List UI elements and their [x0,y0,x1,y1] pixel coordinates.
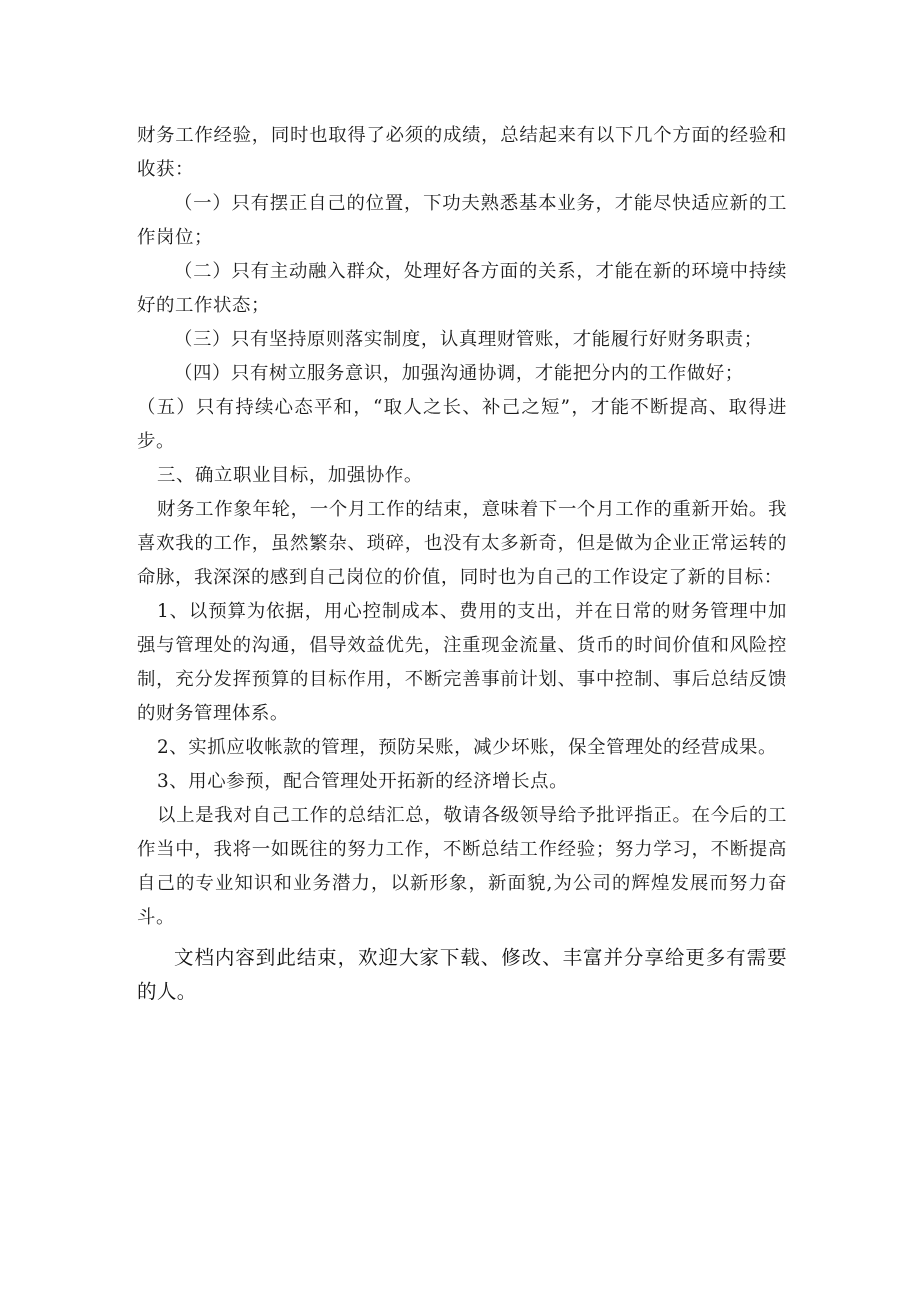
paragraph-lesson-3: （三）只有坚持原则落实制度，认真理财管账，才能履行好财务职责； [174,329,763,350]
paragraph-conclusion: 以上是我对自己工作的总结汇总，敬请各级领导给予批评指正。在今后的工作当中，我将一如既往的努力工作，不断总结工作经验；努力学习，不断提高自己的专业知识和业务潜力，以新形象，新面貌,为公司的辉煌发展而努力奋斗。 [137,805,787,928]
paragraph-goals-intro: 财务工作象年轮，一个月工作的结束，意味着下一个月工作的重新开始。我喜欢我的工作，虽然繁杂、琐碎，也没有太多新奇，但是做为企业正常运转的命脉，我深深的感到自己岗位的价值，同时也为自己的工作设定了新的目标： [137,499,787,588]
paragraph-lesson-1: （一）只有摆正自己的位置，下功夫熟悉基本业务，才能尽快适应新的工作岗位； [137,193,787,248]
paragraph-intro-continued: 财务工作经验，同时也取得了必须的成绩，总结起来有以下几个方面的经验和收获： [137,125,787,180]
paragraph-lesson-2: （二）只有主动融入群众，处理好各方面的关系，才能在新的环境中持续好的工作状态； [137,261,787,316]
paragraph-lesson-4: （四）只有树立服务意识，加强沟通协调，才能把分内的工作做好； [174,363,744,384]
paragraph-goal-2: 2、实抓应收帐款的管理，预防呆账，减少坏账，保全管理处的经营成果。 [157,737,778,758]
paragraph-goal-3: 3、用心参预，配合管理处开拓新的经济增长点。 [157,771,569,792]
section-heading-three: 三、确立职业目标，加强协作。 [157,465,423,486]
paragraph-lesson-5: （五）只有持续心态平和，“取人之长、补己之短”，才能不断提高、取得进步。 [137,397,787,452]
paragraph-goal-1: 1、以预算为依据，用心控制成本、费用的支出，并在日常的财务管理中加强与管理处的沟通，倡导效益优先，注重现金流量、货币的时间价值和风险控制，充分发挥预算的目标作用，不断完善事前计划、事中控制、事后总结反馈的财务管理体系。 [137,601,787,724]
closing-note: 文档内容到此结束，欢迎大家下载、修改、丰富并分享给更多有需要的人。 [137,946,787,1003]
document-body [137,119,787,1009]
